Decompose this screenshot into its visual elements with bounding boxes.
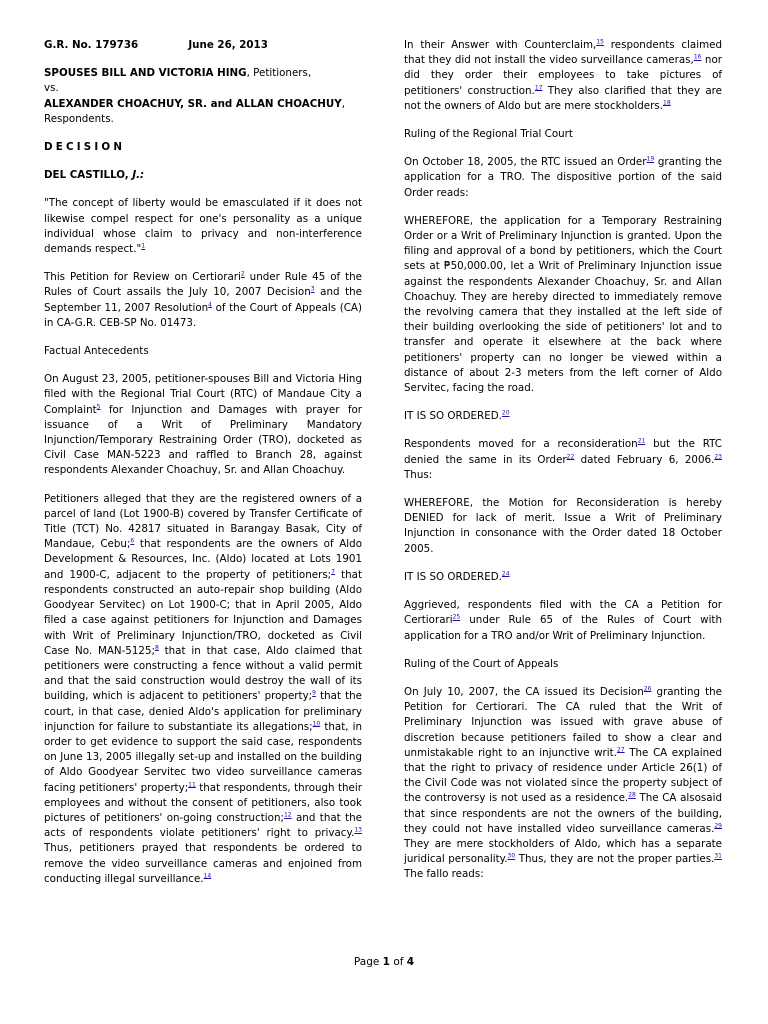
paragraph-text: On August 23, 2005, petitioner-spouses Bill and Victoria Hing filed with the Regional Trial Court (RTC) of Mandaue City a Complaint <box>44 373 362 416</box>
footnote-link[interactable]: 24 <box>501 570 510 578</box>
aggrieved-paragraph <box>404 598 722 644</box>
ca-paragraph <box>404 685 722 883</box>
paragraph-text: In their Answer with Counterclaim, <box>404 39 597 51</box>
paragraph-text: respondents claimed that they did not install the video surveillance cameras, <box>404 39 722 67</box>
epigraph-quote <box>44 196 362 257</box>
paragraph-text: for Injunction and Damages with prayer for issuance of a Writ of Preliminary Mandatory Injunction/Temporary Restraining Order (TRO), docketed as Civil Case MAN-5223 and raffled to Branch 28, against respondents Alexander Choachuy, Sr. and Allan Choachuy. <box>44 403 362 477</box>
factual-antecedents-heading: Factual Antecedents <box>44 345 149 358</box>
gr-number: G.R. No. 179736 <box>44 39 139 51</box>
paragraph-text: They also clarified that they are not the owners of Aldo but are mere stockholders. <box>404 84 722 112</box>
paragraph-text: IT IS SO ORDERED. <box>404 570 502 583</box>
footnote-link[interactable]: 7 <box>331 568 335 576</box>
paragraph-text: The CA alsosaid that since respondents are not the owners of the building, they could not have installed video surveillance cameras. <box>404 792 722 835</box>
paragraph-text: Respondents moved for a reconsideration <box>404 438 638 451</box>
footnote-link[interactable]: 4 <box>208 301 212 309</box>
page-current: 1 <box>382 956 390 968</box>
paragraph-text: and the September 11, 2007 Resolution <box>44 286 362 314</box>
paragraph-text: The fallo reads: <box>404 868 484 881</box>
case-parties <box>44 66 362 127</box>
footnote-link[interactable]: 13 <box>354 826 362 834</box>
paragraph-text: that in that case, Aldo claimed that petitioners were constructing a fence without a valid permit and that the said construction would destroy the wall of its building, which is adjacent to petitioners' property; <box>44 644 362 703</box>
so-ordered-2 <box>404 570 722 585</box>
paragraph-text: Thus: <box>404 468 433 481</box>
paragraph-text: that the court, in that case, denied Aldo's application for preliminary injunction for failure to substantiate its allegations; <box>44 690 363 733</box>
footnote-link[interactable]: 29 <box>714 822 722 830</box>
paragraph-text: granting the application for a TRO. The dispositive portion of the said Order reads: <box>404 156 723 199</box>
paragraph-text: This Petition for Review on Certiorari <box>44 271 241 284</box>
footnote-link[interactable]: 26 <box>643 685 652 693</box>
ca-ruling-heading: Ruling of the Court of Appeals <box>404 657 559 670</box>
rtc-ruling-heading: Ruling of the Regional Trial Court <box>404 128 573 141</box>
page-total: 4 <box>406 956 415 968</box>
footnote-link[interactable]: 5 <box>96 403 101 411</box>
reconsideration-quote: WHEREFORE, the Motion for Reconsideration is hereby DENIED for lack of merit. Issue a Writ of Preliminary Injunction in consonance with the Order dated 18 October 2005. <box>404 497 722 555</box>
rtc-paragraph <box>404 155 722 201</box>
footnote-link[interactable]: 6 <box>130 537 135 545</box>
paragraph-text: On October 18, 2005, the RTC issued an Order <box>404 156 647 169</box>
decision-date: June 26, 2013 <box>188 39 268 51</box>
footnote-link[interactable]: 18 <box>663 99 671 107</box>
footnote-link[interactable]: 9 <box>312 689 316 697</box>
paragraph-text: On July 10, 2007, the CA issued its Decision <box>404 685 644 698</box>
footnote-link[interactable]: 28 <box>628 791 636 799</box>
paragraph-text: under Rule 65 of the Rules of Court with application for a TRO and/or Writ of Preliminary Injunction. <box>404 614 722 642</box>
ponente: DEL CASTILLO, J.: <box>44 169 145 182</box>
footnote-link[interactable]: 15 <box>596 38 604 46</box>
so-ordered-1 <box>404 409 722 424</box>
paragraph-text: "The concept of liberty would be emasculated if it does not likewise compel respect for one's personality as a unique individual whose claim to privacy and non-interference demands respect." <box>44 197 362 256</box>
case-header <box>44 38 362 53</box>
footnote-link[interactable]: 3 <box>310 286 315 294</box>
footnote-link[interactable]: 23 <box>714 453 722 461</box>
respondents-suffix: , Respondents. <box>44 97 346 125</box>
footnote-link[interactable]: 30 <box>507 852 516 860</box>
paragraph-text: but the RTC denied the same in its Order <box>404 438 722 466</box>
paragraph-text: Aggrieved, respondents filed with the CA a Petition for Certiorari <box>404 599 722 627</box>
paragraph-text: The CA explained that the right to privacy of residence under Article 26(1) of the Civil Code was not violated since the property subject of the controversy is not used as a residence. <box>404 746 723 805</box>
footnote-link[interactable]: 1 <box>141 242 146 250</box>
footnote-link[interactable]: 20 <box>501 409 510 417</box>
paragraph-text: Thus, petitioners prayed that respondents be ordered to remove the video surveillance cameras and enjoined from conducting illegal surveillance. <box>44 842 362 885</box>
answer-paragraph <box>404 38 722 114</box>
footnote-link[interactable]: 14 <box>203 872 212 880</box>
paragraph-text: dated February 6, 2006. <box>574 453 715 466</box>
footnote-link[interactable]: 8 <box>154 644 159 652</box>
paragraph-text: that respondents are the owners of Aldo Development & Resources, Inc. (Aldo) located at Lots 1901 and 1900-C, adjacent to the property of petitioners; <box>44 538 363 581</box>
petitioners-names: SPOUSES BILL AND VICTORIA HING <box>44 67 247 80</box>
footnote-link[interactable]: 27 <box>616 746 625 754</box>
facts-paragraph-1 <box>44 372 362 478</box>
footnote-link[interactable]: 10 <box>312 720 321 728</box>
versus: vs. <box>44 82 59 95</box>
footnote-link[interactable]: 17 <box>534 84 543 92</box>
paragraph-text: under Rule 45 of the Rules of Court assails the July 10, 2007 Decision <box>44 271 362 299</box>
footnote-link[interactable]: 12 <box>283 811 292 819</box>
footnote-link[interactable]: 19 <box>646 155 655 163</box>
paragraph-text: Thus, they are not the proper parties. <box>515 853 715 866</box>
reconsideration-paragraph <box>404 437 722 483</box>
paragraph-text: They are mere stockholders of Aldo, which has a separate juridical personality. <box>404 837 722 866</box>
left-column <box>44 38 362 900</box>
paragraph-text: that respondents, through their employees and without the consent of petitioners, also took pictures of petitioners' on-going construction; <box>44 781 362 824</box>
paragraph-text: IT IS SO ORDERED. <box>404 410 502 423</box>
decision-heading: DECISION <box>44 141 126 154</box>
paragraph-text: that, in order to get evidence to support the said case, respondents on June 13, 2005 illegally set-up and installed on the building of Aldo Goodyear Servitec two video surveillance cameras facing petitioners' property; <box>44 720 363 794</box>
paragraph-text: and that the acts of respondents violate petitioners' right to privacy. <box>44 811 362 840</box>
intro-paragraph <box>44 270 362 331</box>
paragraph-text: Petitioners alleged that they are the registered owners of a parcel of land (Lot 1900-B) covered by Transfer Certificate of Title (TCT) No. 42817 situated in Barangay Basak, City of Mandaue, Cebu; <box>44 492 362 551</box>
right-column <box>404 38 722 896</box>
paragraph-text: granting the Petition for Certiorari. The CA ruled that the Writ of Preliminary Injunction was issued with grave abuse of discretion because petitioners failed to show a clear and unmistakable right to an injunctive writ. <box>404 685 723 759</box>
footnote-link[interactable]: 21 <box>637 438 646 446</box>
paragraph-text: of the Court of Appeals (CA) in CA-G.R. CEB-SP No. 01473. <box>44 301 362 329</box>
page-footer: Page 1 of 4 <box>353 956 415 968</box>
footnote-link[interactable]: 11 <box>188 781 196 789</box>
respondents-names: ALEXANDER CHOACHUY, SR. and ALLAN CHOACHUY <box>44 97 342 110</box>
footnote-link[interactable]: 16 <box>693 53 702 61</box>
petitioners-suffix: , Petitioners, <box>246 67 312 80</box>
footnote-link[interactable]: 25 <box>452 613 461 621</box>
footnote-link[interactable]: 31 <box>714 852 722 860</box>
facts-paragraph-2 <box>44 492 362 887</box>
paragraph-text: that respondents constructed an auto-repair shop building (Aldo Goodyear Servitec) on Lot 1900-C; that in April 2005, Aldo filed a case against petitioners for Injunction and Damages with Writ of Preliminary Injunction/TRO, docketed as Civil Case No. MAN-5125; <box>44 568 362 657</box>
footnote-link[interactable]: 22 <box>566 453 575 461</box>
paragraph-text: nor did they order their employees to take pictures of petitioners' construction. <box>404 54 722 97</box>
rtc-dispositive-quote: WHEREFORE, the application for a Temporary Restraining Order or a Writ of Preliminary Injunction is granted. Upon the filing and approval of a bond by petitioners, which the Court sets at ₱50,000.00, let a Writ of Preliminary Injunction issue against the respondents Alexander Choachuy, Sr. and Allan Choachuy. They are hereby directed to immediately remove the revolving camera that they installed at the left side of their building overlooking the side of petitioners' lot and to transfer and operate it elsewhere at the back where petitioners' property can no longer be viewed within a distance of about 2-3 meters from the left corner of Aldo Servitec, facing the road. <box>404 214 722 395</box>
footnote-link[interactable]: 2 <box>240 270 245 278</box>
